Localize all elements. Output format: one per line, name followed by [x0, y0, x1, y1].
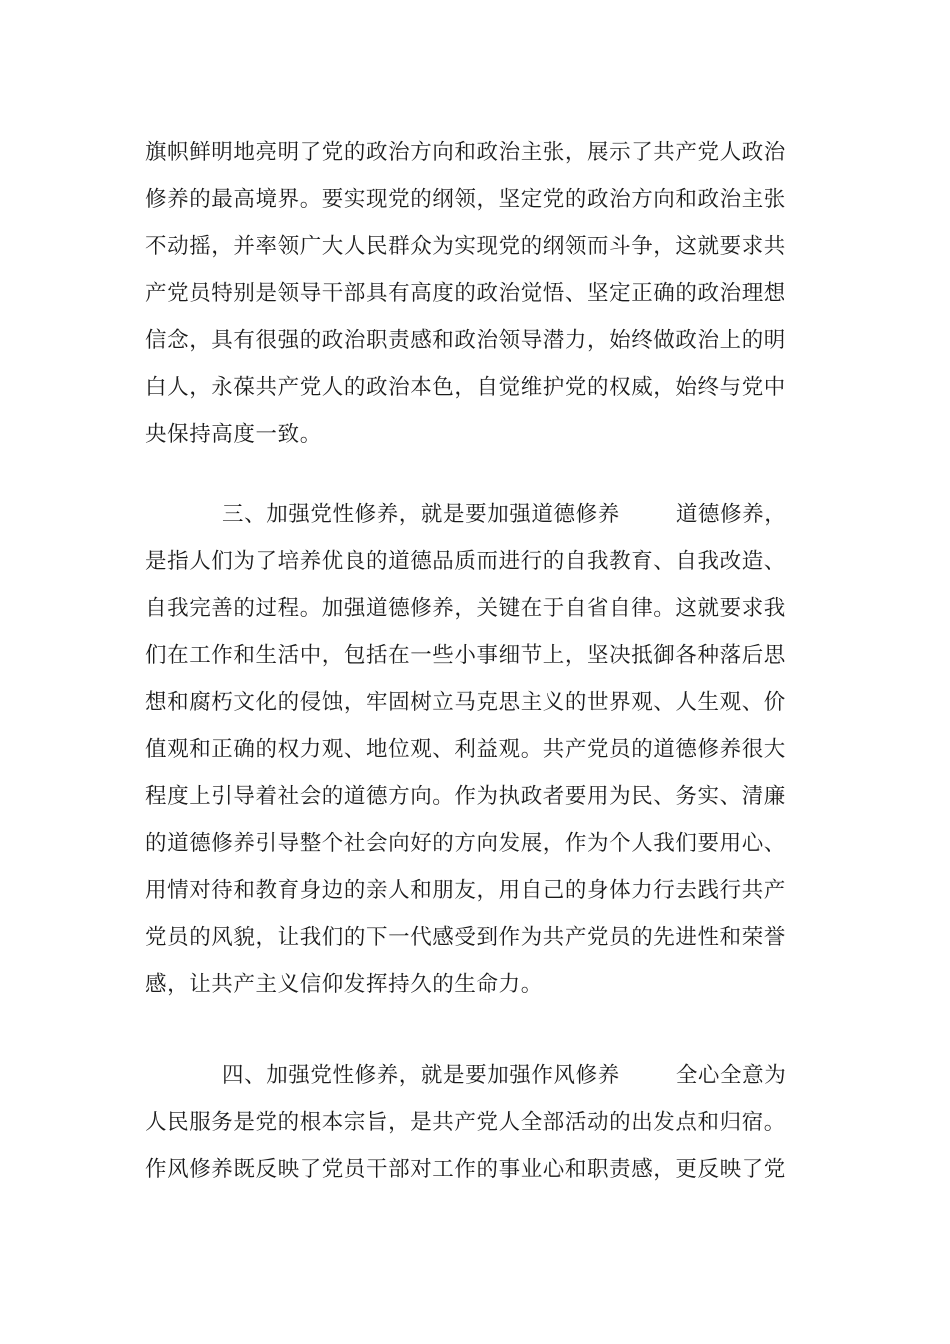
- section-3-first-line: [222, 495, 807, 535]
- paragraph-line: 旗帜鲜明地亮明了党的政治方向和政治主张，展示了共产党人政治: [145, 140, 786, 165]
- section-3-heading: 三、加强党性修养，就是要加强道德修养: [222, 502, 620, 527]
- paragraph-line: 程度上引导着社会的道德方向。作为执政者要用为民、务实、清廉: [145, 784, 786, 809]
- section-4-first-line-text: 全心全意为: [675, 1063, 787, 1088]
- section-4-heading: 四、加强党性修养，就是要加强作风修养: [222, 1063, 620, 1088]
- paragraph-line: 不动摇，并率领广大人民群众为实现党的纲领而斗争，这就要求共: [145, 234, 786, 259]
- paragraph-line: 作风修养既反映了党员干部对工作的事业心和职责感，更反映了党: [145, 1157, 786, 1182]
- paragraph-line: 用情对待和教育身边的亲人和朋友，用自己的身体力行去践行共产: [145, 878, 786, 903]
- paragraph-line: 感，让共产主义信仰发挥持久的生命力。: [145, 972, 543, 997]
- paragraph-line: 修养的最高境界。要实现党的纲领，坚定党的政治方向和政治主张: [145, 187, 786, 212]
- paragraph-line: 信念，具有很强的政治职责感和政治领导潜力，始终做政治上的明: [145, 328, 786, 353]
- paragraph-line: 想和腐朽文化的侵蚀，牢固树立马克思主义的世界观、人生观、价: [145, 690, 786, 715]
- paragraph-line: 人民服务是党的根本宗旨，是共产党人全部活动的出发点和归宿。: [145, 1110, 786, 1135]
- paragraph-line: 的道德修养引导整个社会向好的方向发展，作为个人我们要用心、: [145, 831, 786, 856]
- paragraph-line: 央保持高度一致。: [145, 422, 322, 447]
- section-4-first-line: [222, 1056, 807, 1096]
- paragraph-line: 自我完善的过程。加强道德修养，关键在于自省自律。这就要求我: [145, 596, 786, 621]
- section-3-first-line-text: 道德修养，: [675, 502, 787, 527]
- paragraph-line: 是指人们为了培养优良的道德品质而进行的自我教育、自我改造、: [145, 549, 786, 574]
- paragraph-line: 党员的风貌，让我们的下一代感受到作为共产党员的先进性和荣誉: [145, 925, 786, 950]
- paragraph-line: 产党员特别是领导干部具有高度的政治觉悟、坚定正确的政治理想: [145, 281, 786, 306]
- paragraph-line: 们在工作和生活中，包括在一些小事细节上，坚决抵御各种落后思: [145, 643, 786, 668]
- paragraph-line: 白人，永葆共产党人的政治本色，自觉维护党的权威，始终与党中: [145, 375, 786, 400]
- paragraph-line: 值观和正确的权力观、地位观、利益观。共产党员的道德修养很大: [145, 737, 786, 762]
